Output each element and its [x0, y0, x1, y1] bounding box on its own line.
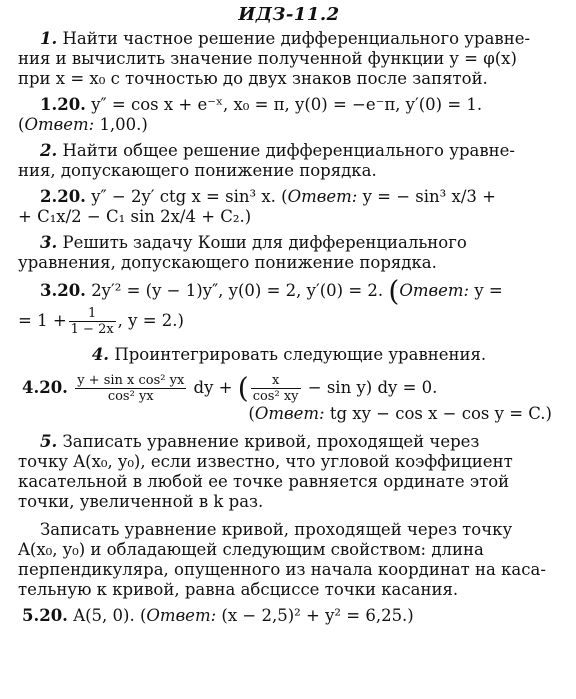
- task-5-line-3: касательной в любой ее точке равняется ординате этой: [18, 471, 510, 491]
- problem-2-20-answer-part-1: y = − sin³ x/3 +: [362, 187, 496, 206]
- problem-5-20-line: 5.20. A(5, 0). (Ответ: (x − 2,5)² + y² = 6,25.): [22, 605, 414, 625]
- problem-4-20-answer: (Ответ: tg xy − cos x − cos y = C.): [248, 403, 552, 423]
- problem-3-20-answer-line-2: [18, 306, 560, 337]
- fraction-numerator: x: [251, 373, 301, 389]
- problem-1-20-answer: (Ответ: 1,00.): [18, 115, 148, 134]
- problem-4-20-tail: − sin y) dy = 0.: [307, 377, 438, 397]
- task-2: [18, 141, 560, 181]
- document-title: ИДЗ-11.2: [238, 4, 340, 25]
- problem-2-20-equation: y″ − 2y′ ctg x = sin³ x.: [91, 187, 276, 206]
- task-5b-line-1: Записать уравнение кривой, проходящей через точку: [40, 519, 513, 539]
- task-2-number: 2.: [40, 141, 58, 160]
- task-3: [18, 233, 560, 273]
- fraction-numerator: y + sin x cos² yx: [77, 372, 185, 388]
- problem-3-20-answer-post: , y = 2.): [117, 310, 184, 330]
- task-3-text-1: Решить задачу Коши для дифференциального: [62, 233, 467, 252]
- problem-1-20-number: 1.20.: [40, 95, 86, 114]
- problem-3-20-fraction: [69, 306, 116, 337]
- task-5-number: 5.: [40, 431, 58, 451]
- task-5-line-4: точки, увеличенной в k раз.: [18, 491, 264, 511]
- task-5b-line-3: перпендикуляра, опущенного из начала координат на каса-: [18, 559, 546, 579]
- problem-4-20-answer-value: tg xy − cos x − cos y = C.): [329, 403, 552, 423]
- problem-4-20-fraction-2: [251, 373, 301, 404]
- problem-4-20-fraction-1: [75, 373, 186, 404]
- problem-5-20-answer-value: (x − 2,5)² + y² = 6,25.): [221, 605, 414, 625]
- fraction-denominator: 1 − 2x: [70, 321, 114, 337]
- task-5-line-2: точку A(x₀, y₀), если известно, что угловой коэффициент: [18, 451, 513, 471]
- task-5: [18, 432, 560, 512]
- task-1-text-1: Найти частное решение дифференциального уравне-: [62, 29, 531, 48]
- problem-2-20: [18, 187, 560, 227]
- problem-4-20-mid: dy +: [193, 377, 233, 397]
- task-5-paragraph-2: [18, 520, 560, 600]
- task-2-line-2: ния, допускающего понижение порядка.: [18, 161, 377, 180]
- task-1-line-3: при x = x₀ с точностью до двух знаков после запятой.: [18, 69, 488, 88]
- task-3-line-1: [18, 233, 560, 253]
- answer-label: Ответ:: [24, 115, 95, 134]
- problem-5-20-point: A(5, 0).: [73, 605, 135, 625]
- task-4-text-1: Проинтегрировать следующие уравнения.: [114, 344, 487, 364]
- problem-1-20-equation: y″ = cos x + e⁻ˣ, x₀ = π, y(0) = −e⁻π, y′(0) = 1.: [91, 95, 483, 114]
- problem-5-20: [18, 606, 560, 626]
- task-2-text-1: Найти общее решение дифференциального уравне-: [62, 141, 515, 160]
- problem-2-20-line: 2.20. y″ − 2y′ ctg x = sin³ x. (Ответ: y = − sin³ x/3 +: [40, 187, 496, 206]
- task-5-text-1: Записать уравнение кривой, проходящей через: [62, 431, 480, 451]
- problem-4-20-line: 4.20. $\frac{\text{y + sin x cos² yx}}{\text{cos² yx}}$ dy + ( $\frac{x}{\text{cos² xy}}$ − sin y) dy = 0.: [22, 371, 438, 404]
- problem-3-20-answer-pre: = 1 +: [18, 310, 67, 330]
- problem-4-20-number: 4.20.: [22, 377, 68, 397]
- fraction-denominator: cos² yx: [107, 388, 154, 404]
- problem-3-20: [18, 274, 560, 337]
- task-5-line-1: [18, 432, 560, 452]
- task-3-number: 3.: [40, 233, 58, 252]
- problem-3-20-equation: 2y′² = (y − 1)y″, y(0) = 2, y′(0) = 2.: [91, 281, 384, 300]
- fraction-denominator: cos² xy: [252, 388, 299, 404]
- task-3-line-2: уравнения, допускающего понижение порядка.: [18, 253, 437, 272]
- task-1: [18, 29, 560, 89]
- problem-2-20-number: 2.20.: [40, 187, 86, 206]
- problem-2-20-answer-line-2: + C₁x/2 − C₁ sin 2x/4 + C₂.): [18, 207, 252, 226]
- task-5b-line-2: A(x₀, y₀) и обладающей следующим свойством: длина: [18, 539, 484, 559]
- answer-label: Ответ:: [146, 605, 217, 625]
- answer-label: Ответ:: [287, 187, 358, 206]
- fraction-numerator: 1: [69, 306, 116, 322]
- task-4: [18, 345, 560, 365]
- problem-3-20-line: 3.20. 2y′² = (y − 1)y″, y(0) = 2, y′(0) = 2. (Ответ: y =: [40, 274, 503, 308]
- answer-label: Ответ:: [399, 281, 470, 300]
- problem-5-20-number: 5.20.: [22, 605, 68, 625]
- problem-4-20: [18, 373, 560, 424]
- task-5b-line-4: тельную к кривой, равна абсциссе точки касания.: [18, 579, 459, 599]
- task-1-line-1: [18, 29, 560, 49]
- task-2-line-1: [18, 141, 560, 161]
- task-1-number: 1.: [40, 29, 58, 48]
- task-4-number: 4.: [91, 344, 110, 364]
- problem-3-20-number: 3.20.: [40, 281, 86, 300]
- document-page: [18, 4, 560, 626]
- answer-label: Ответ:: [254, 403, 325, 423]
- problem-3-20-answer-part-1: y =: [474, 281, 503, 300]
- task-4-line-1: [18, 345, 560, 365]
- task-1-line-2: ния и вычислить значение полученной функции y = φ(x): [18, 49, 517, 68]
- problem-1-20-answer-value: 1,00.): [99, 115, 148, 134]
- problem-1-20: [18, 95, 560, 135]
- problem-1-20-line: [18, 95, 560, 115]
